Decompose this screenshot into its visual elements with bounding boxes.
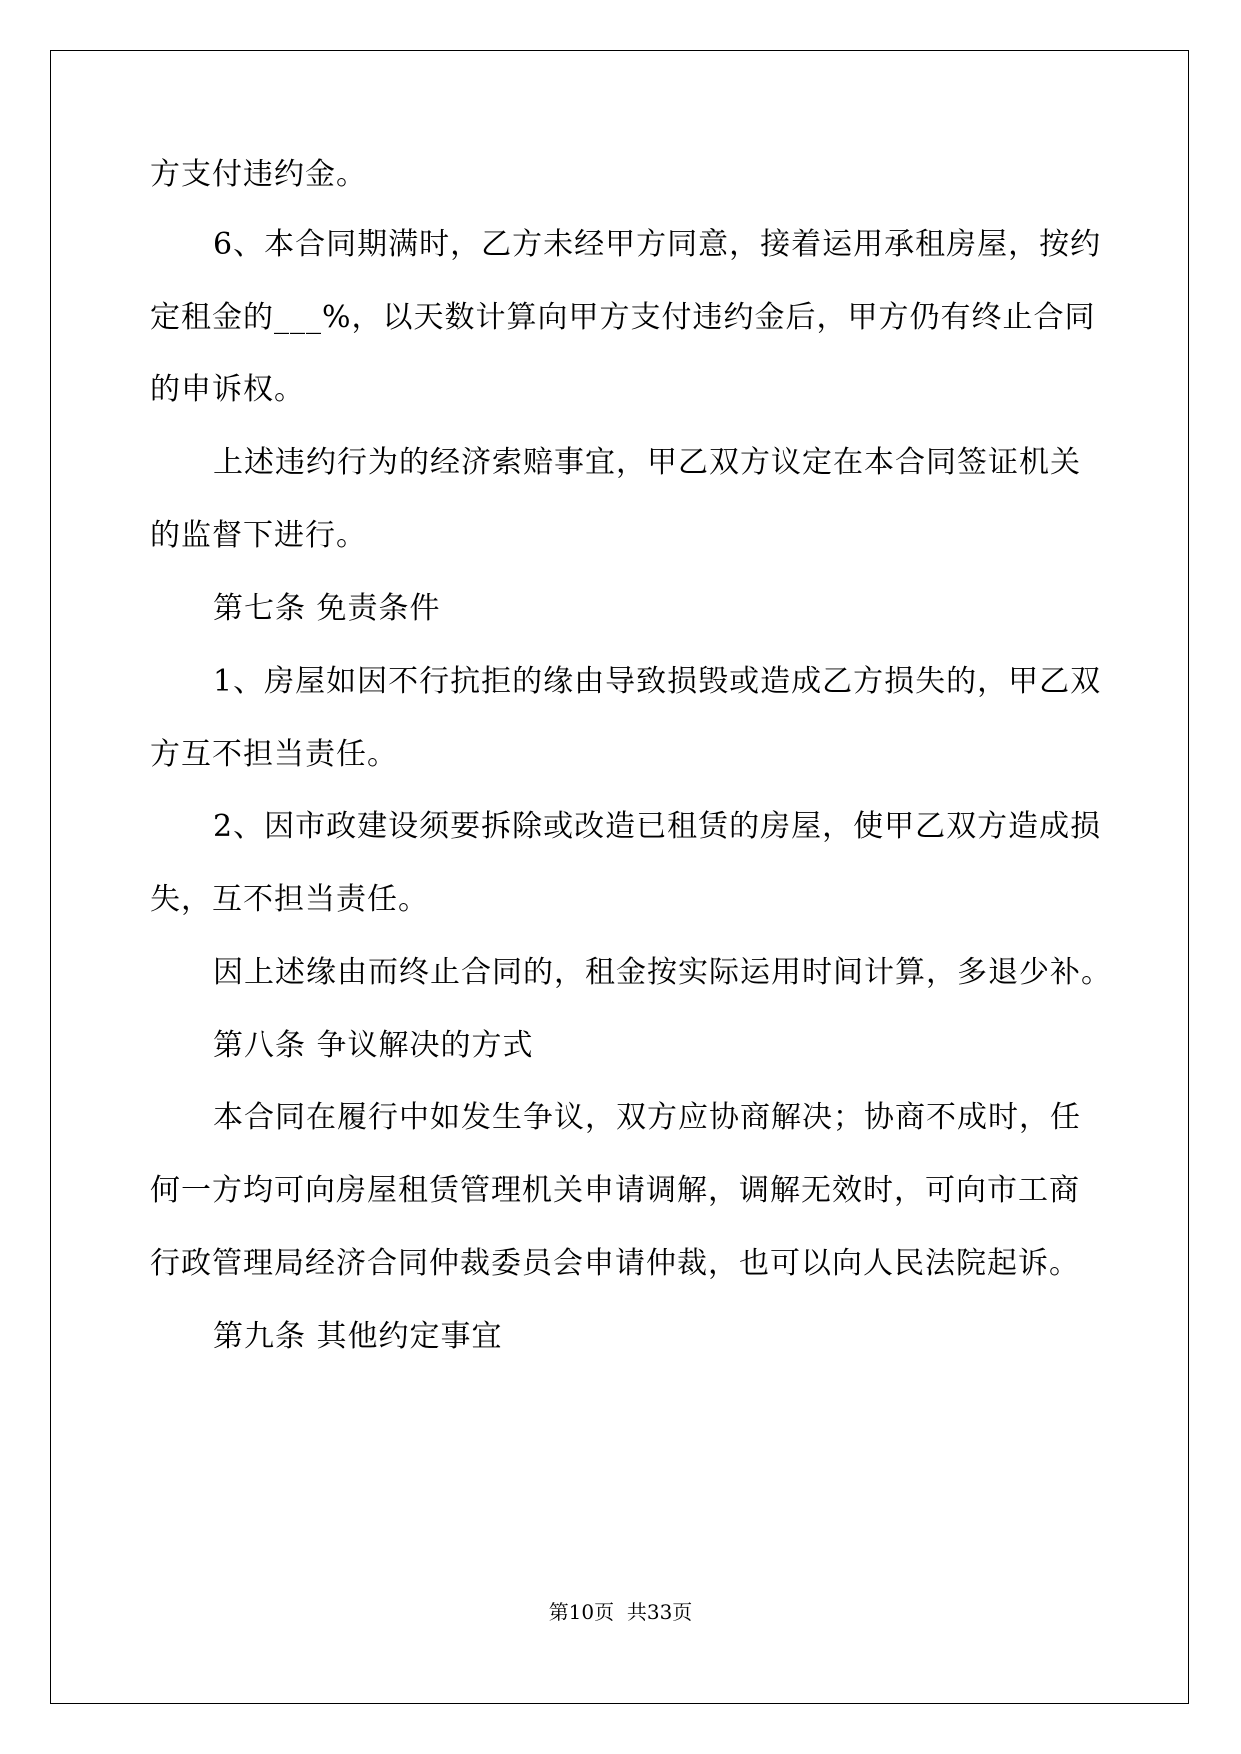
text-line-6: 的监督下进行。 <box>150 518 367 553</box>
text-line-4: 的申诉权。 <box>150 372 305 407</box>
text-line-16: 行政管理局经济合同仲裁委员会申请仲裁，也可以向人民法院起诉。 <box>150 1246 1080 1281</box>
text-line-5: 上述违约行为的经济索赔事宜，甲乙双方议定在本合同签证机关 <box>213 445 1081 480</box>
section-heading-8: 第八条 争议解决的方式 <box>213 1028 534 1063</box>
text-line-8: 1、房屋如因不行抗拒的缘由导致损毁或造成乙方损失的，甲乙双 <box>213 664 1102 699</box>
text-line-12: 因上述缘由而终止合同的，租金按实际运用时间计算，多退少补。 <box>213 955 1112 990</box>
text-line-15: 何一方均可向房屋租赁管理机关申请调解，调解无效时，可向市工商 <box>150 1173 1080 1208</box>
text-line-9: 方互不担当责任。 <box>150 737 398 772</box>
section-heading-7: 第七条 免责条件 <box>213 591 441 626</box>
section-heading-9: 第九条 其他约定事宜 <box>213 1319 503 1354</box>
text-line-14: 本合同在履行中如发生争议，双方应协商解决；协商不成时，任 <box>213 1100 1081 1135</box>
text-line-1: 方支付违约金。 <box>150 157 367 192</box>
text-line-2: 6、本合同期满时，乙方未经甲方同意，接着运用承租房屋，按约 <box>213 227 1102 262</box>
page-number-footer: 第10页 共33页 <box>548 1600 693 1624</box>
text-line-3: 定租金的___%，以天数计算向甲方支付违约金后，甲方仍有终止合同 <box>150 300 1096 335</box>
text-line-11: 失，互不担当责任。 <box>150 882 429 917</box>
text-line-10: 2、因市政建设须要拆除或改造已租赁的房屋，使甲乙双方造成损 <box>213 809 1102 844</box>
